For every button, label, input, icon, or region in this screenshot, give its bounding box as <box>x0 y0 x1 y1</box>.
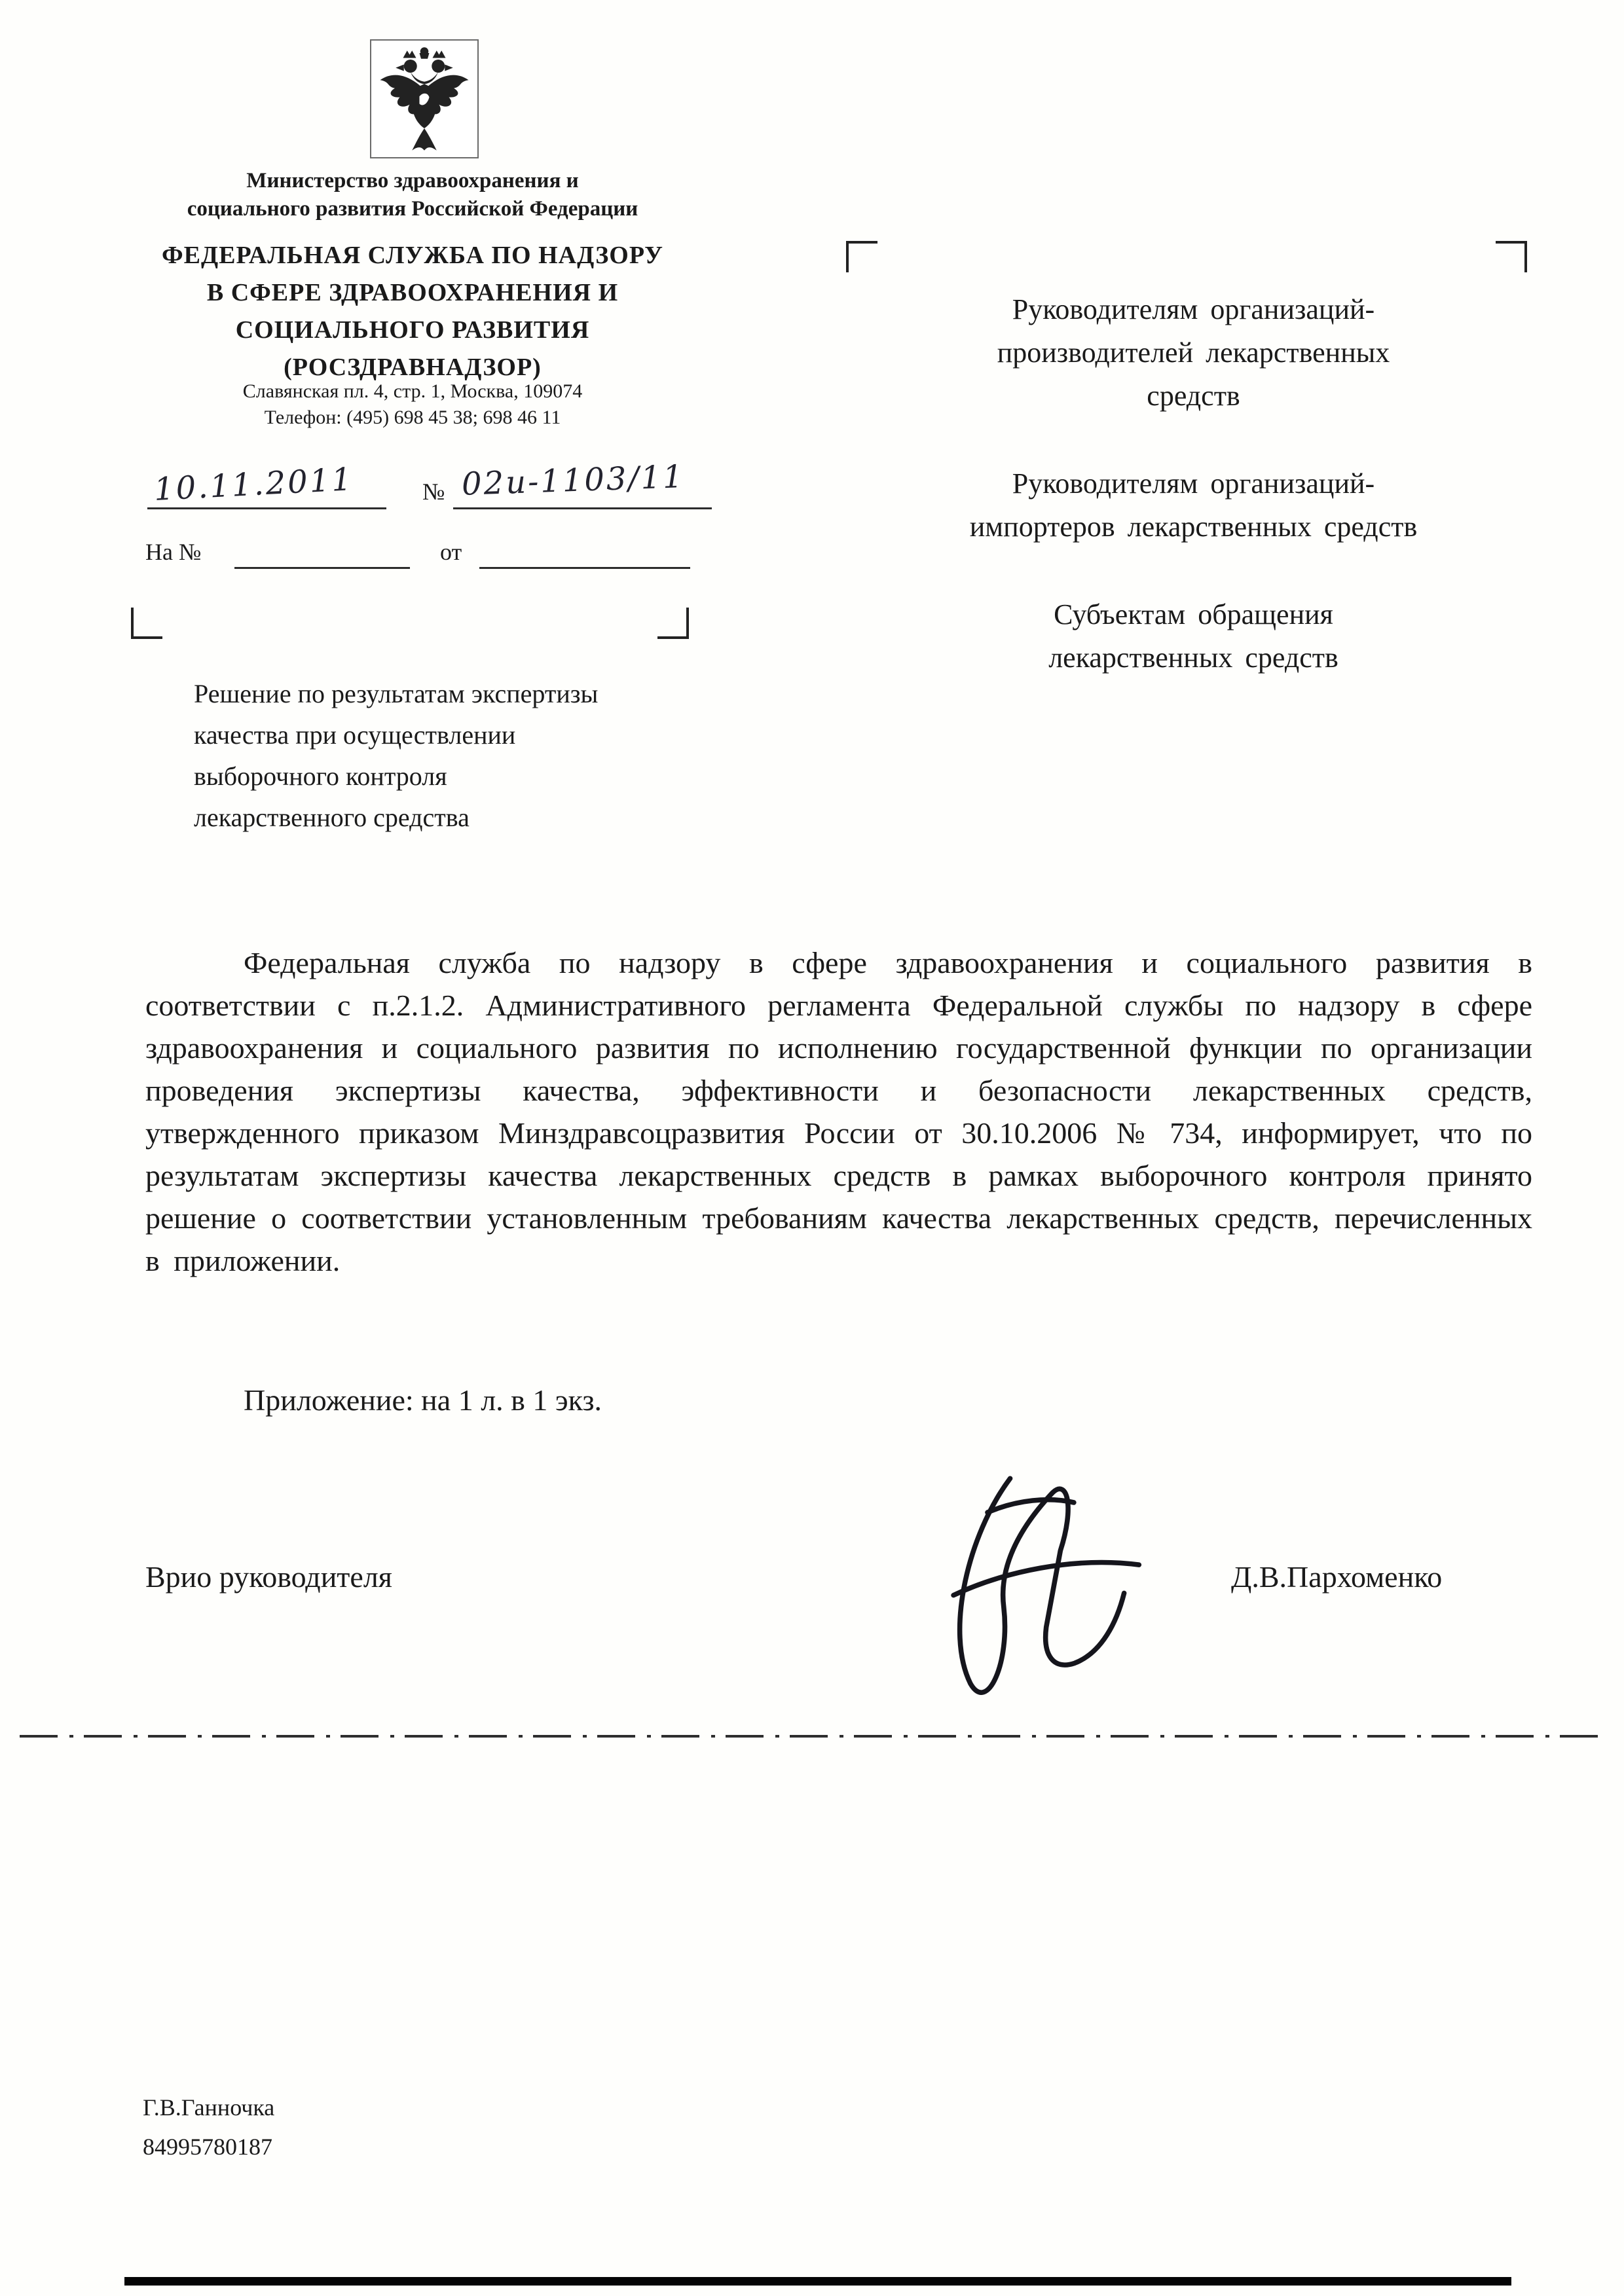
addressee-line: Руководителям организаций- <box>1012 467 1375 500</box>
addressee-line: лекарственных средств <box>1048 642 1338 674</box>
executor-name: Г.В.Ганночка <box>143 2094 275 2121</box>
ministry-name-line: Министерство здравоохранения и <box>246 169 579 192</box>
date-underline <box>147 507 386 509</box>
double-headed-eagle-icon <box>375 45 473 153</box>
addressee-block <box>861 288 1526 418</box>
service-name-line: (РОСЗДРАВНАДЗОР) <box>284 354 542 381</box>
addressee-line: импортеров лекарственных средств <box>969 511 1418 543</box>
page-divider-line <box>20 1735 1601 1738</box>
letter-number-handwritten: 02и-1103/11 <box>461 458 686 503</box>
service-name <box>98 237 727 386</box>
addressee-line: средств <box>1147 380 1240 412</box>
addressee-line: Субъектам обращения <box>1054 598 1333 630</box>
ministry-name-line: социального развития Российской Федерации <box>187 197 638 221</box>
attachment-note: Приложение: на 1 л. в 1 экз. <box>244 1383 602 1417</box>
subject-line: выборочного контроля <box>194 761 447 791</box>
addressee-line: производителей лекарственных <box>997 337 1390 369</box>
incoming-date-underline <box>479 567 690 569</box>
letter-date-handwritten: 10.11.2011 <box>153 461 355 508</box>
number-label: № <box>422 479 445 505</box>
addressee-block <box>861 593 1526 680</box>
service-name-line: ФЕДЕРАЛЬНАЯ СЛУЖБА ПО НАДЗОРУ <box>162 242 663 269</box>
org-address: Славянская пл. 4, стр. 1, Москва, 109074 <box>242 380 583 402</box>
coat-of-arms-emblem <box>370 39 479 158</box>
signer-title: Врио руководителя <box>145 1560 392 1594</box>
subject-line: Решение по результатам экспертизы <box>194 679 599 708</box>
letter-subject <box>194 673 757 838</box>
addressee-line: Руководителям организаций- <box>1012 293 1375 325</box>
handwritten-signature <box>894 1450 1169 1712</box>
addressee-zone-corner-mark <box>1496 241 1527 272</box>
reference-zone-corner-mark <box>131 608 162 639</box>
addressee-block <box>861 462 1526 549</box>
addressee-zone-corner-mark <box>846 241 877 272</box>
incoming-date-label: от <box>440 539 462 565</box>
incoming-number-underline <box>234 567 410 569</box>
service-name-line: В СФЕРЕ ЗДРАВООХРАНЕНИЯ И <box>206 279 619 306</box>
signer-name: Д.В.Пархоменко <box>1231 1560 1443 1594</box>
letter-body-paragraph: Федеральная служба по надзору в сфере здравоохранения и социального развития в соответствии с п.2.1.2. Административного регламента Федеральной службы по надзору в сфере здравоохранения и социального развития по исполнению государственной функции по организации проведения экспертизы качества, эффективности и безопасности лекарственных средств, утвержденного приказом Минздравсоцразвития России от 30.10.2006 № 734, информирует, что по результатам экспертизы качества лекарственных средств в рамках выборочного контроля принято решение о соответствии установленным требованиям качества лекарственных средств, перечисленных в приложении. <box>145 946 1532 1277</box>
scan-edge-bar <box>124 2277 1511 2286</box>
ministry-name <box>105 167 720 223</box>
incoming-number-label: На № <box>145 539 202 565</box>
subject-line: лекарственного средства <box>194 803 470 832</box>
number-underline <box>453 507 712 509</box>
service-name-line: СОЦИАЛЬНОГО РАЗВИТИЯ <box>235 316 590 344</box>
addressee-list <box>861 288 1526 724</box>
subject-line: качества при осуществлении <box>194 720 516 750</box>
reference-zone-corner-mark <box>657 608 689 639</box>
executor-phone: 84995780187 <box>143 2134 272 2160</box>
org-phone: Телефон: (495) 698 45 38; 698 46 11 <box>264 407 561 428</box>
